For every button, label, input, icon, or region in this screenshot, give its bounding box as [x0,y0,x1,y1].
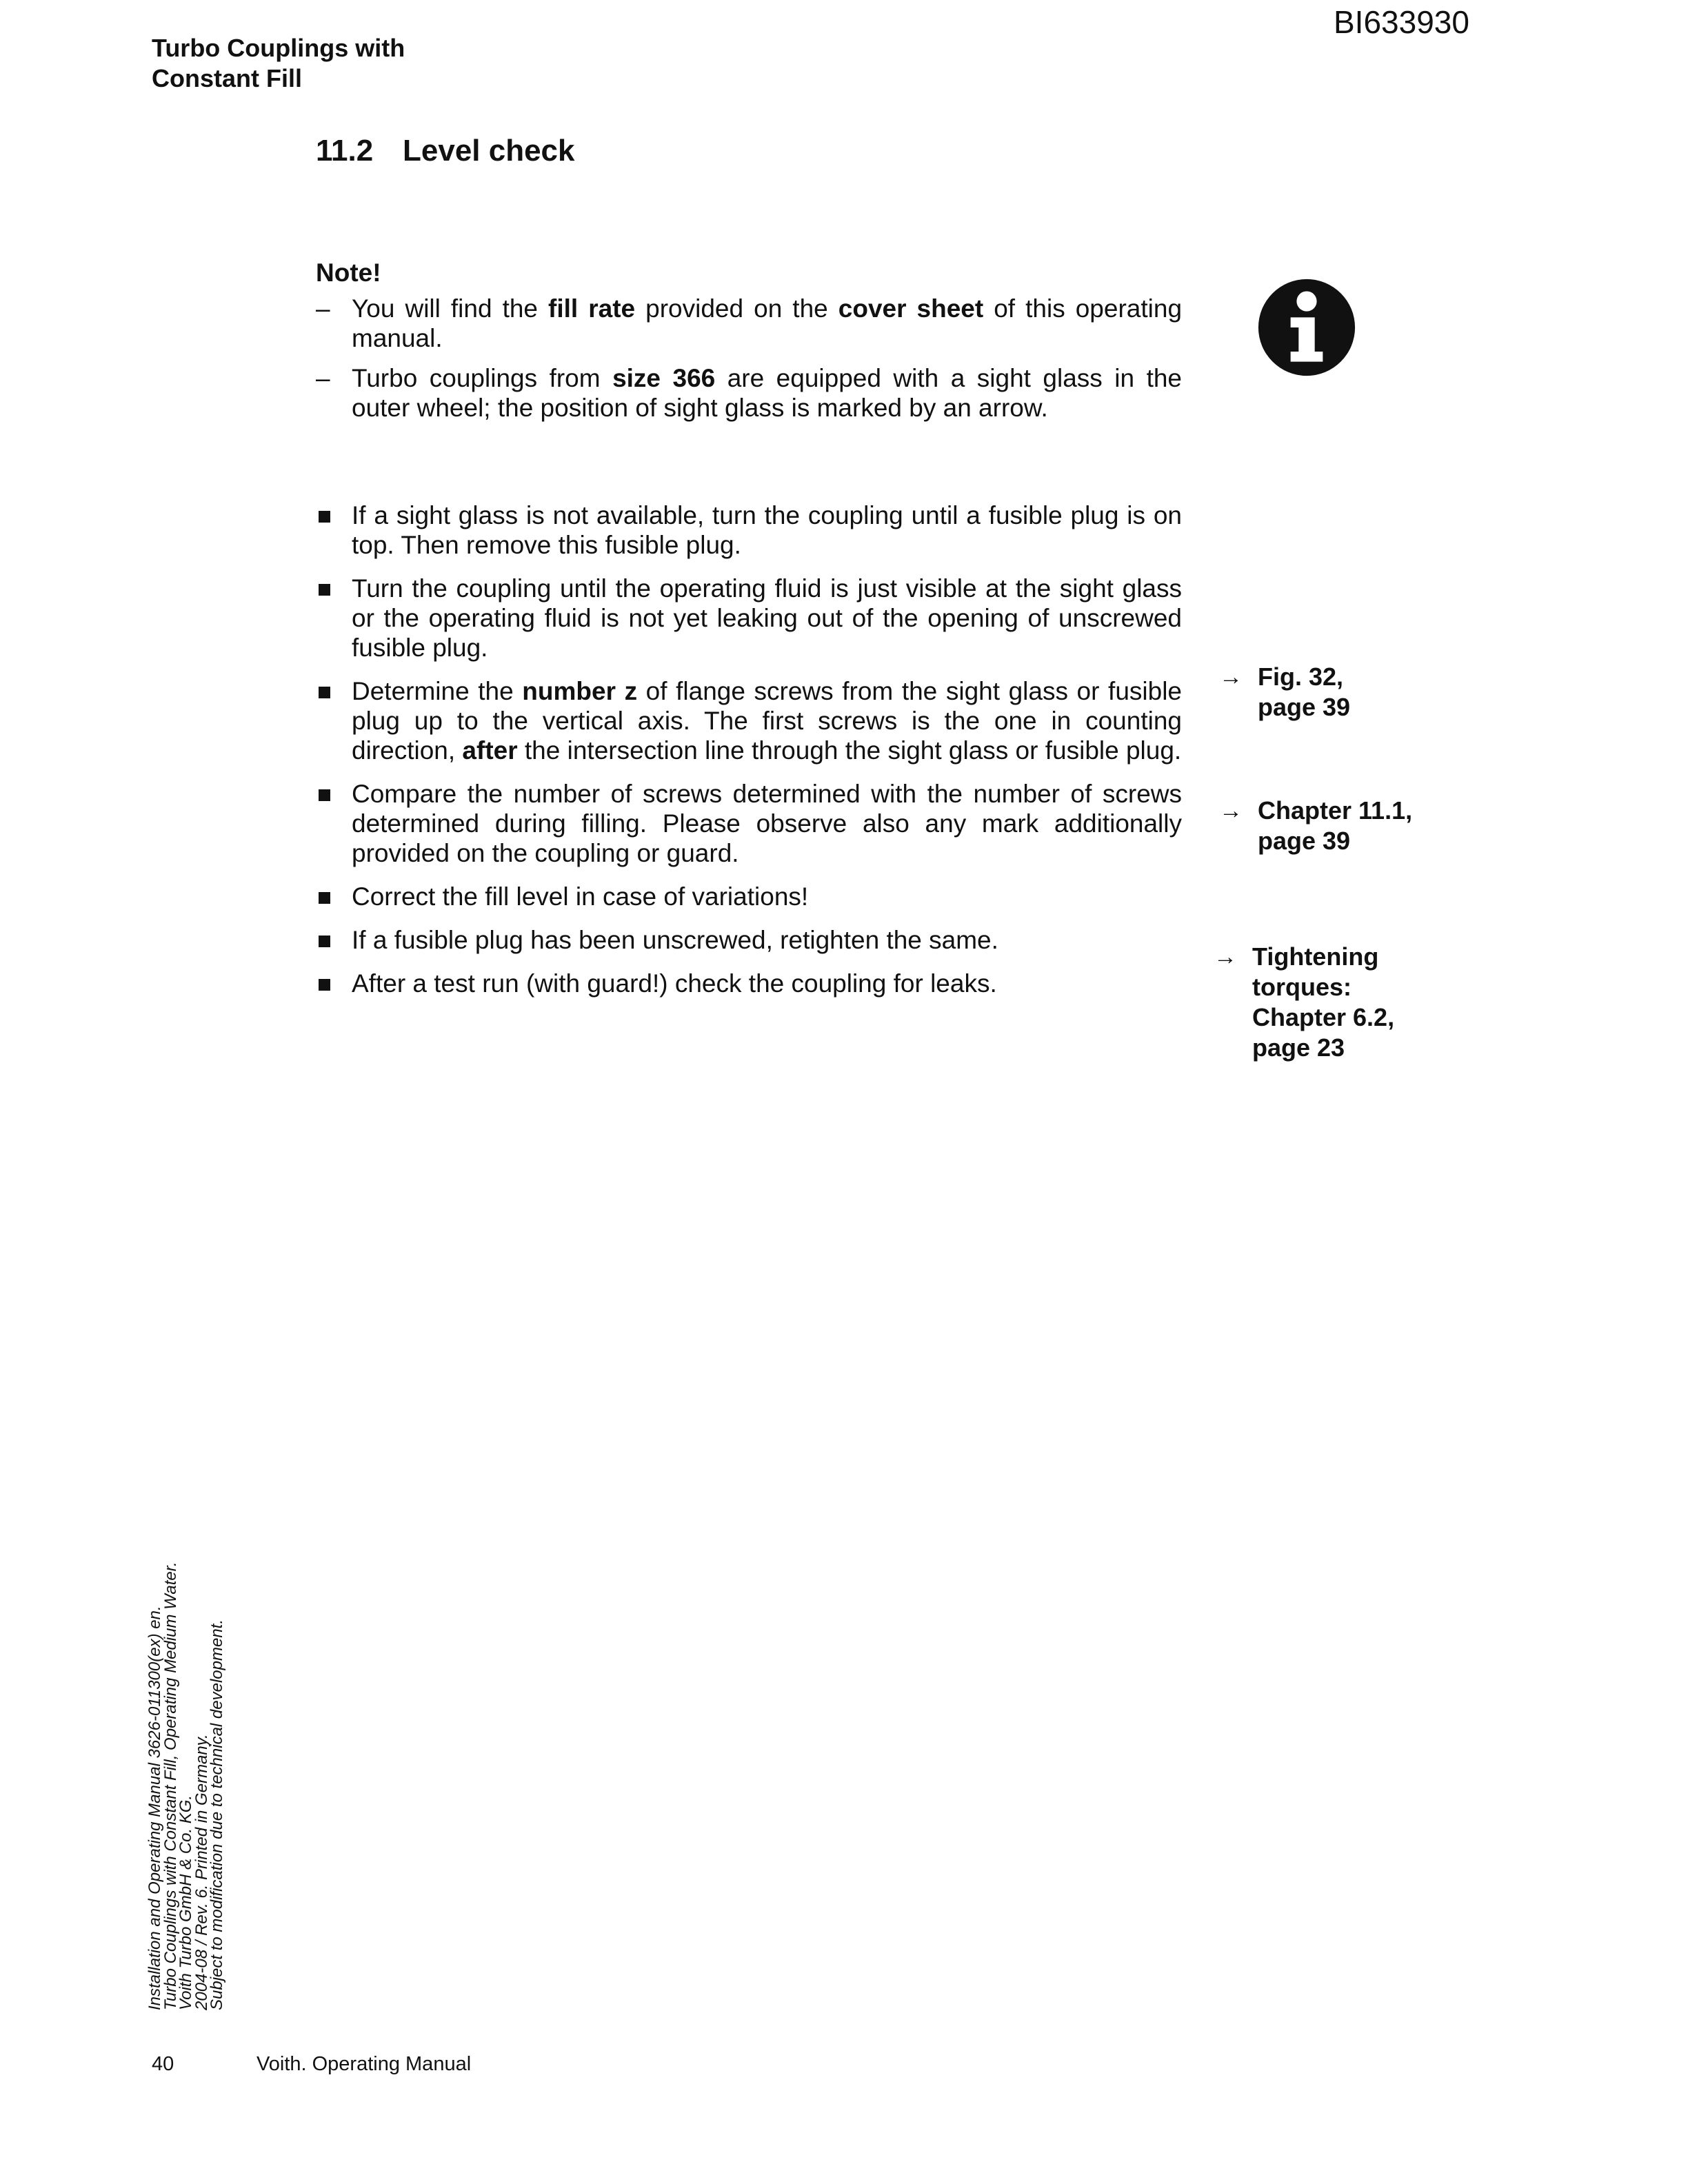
bullet-marker [319,892,330,904]
procedure-step [316,501,1182,560]
step-text: Turn the coupling until the operating fluid is just visible at the sight glass or the operating fluid is not yet leaking out of the opening of unscrewed fusible plug. [352,574,1182,662]
text-run: of this operating manual. [352,294,1183,352]
xref-line: page 23 [1252,1033,1345,1062]
cross-reference-chapter-11-1 [1219,796,1412,856]
text-run: the intersection line through the sight glass or fusible plug. [517,736,1182,765]
xref-line: Chapter 11.1, [1258,796,1413,825]
procedure-step [316,676,1182,765]
section-title: Level check [403,134,575,168]
note-item-text [352,294,1182,352]
section-heading [316,132,575,170]
running-head-line-2: Constant Fill [152,64,302,92]
text-run: of flange screws from the sight glass or fusible plug up to the vertical axis. The first screws is the one in counting direction, [352,677,1183,765]
text-run: are equipped with a sight glass in the outer wheel; the position of sight glass is marked by an arrow. [352,364,1182,422]
imprint-line: Turbo Couplings with Constant Fill, Operating Medium Water. [161,1561,180,2010]
dash-marker: – [316,364,330,392]
section-number: 11.2 [316,134,374,168]
procedure-step [316,882,1182,911]
bold-term: number z [522,677,638,705]
procedure-step [316,969,1182,998]
step-text [352,677,1182,765]
step-text: Correct the fill level in case of variations! [352,882,809,911]
xref-line: page 39 [1258,693,1351,721]
xref-line: Chapter 6.2, [1252,1003,1395,1031]
dash-marker: – [316,294,330,323]
bold-term: fill rate [548,294,636,323]
note-item [316,363,1182,423]
imprint-line: Voith Turbo GmbH & Co. KG. [177,1794,195,2010]
imprint-line: Subject to modification due to technical development. [208,1619,226,2010]
step-text: After a test run (with guard!) check the coupling for leaks. [352,969,997,998]
bullet-marker [319,789,330,801]
imprint-line: 2004-08 / Rev. 6. Printed in Germany. [192,1734,211,2010]
text-run: Turbo couplings from [352,364,613,392]
bullet-marker [319,936,330,947]
text-run: You will find the [352,294,549,323]
xref-line: torques: [1252,973,1352,1001]
bullet-marker [319,584,330,596]
imprint-line: Installation and Operating Manual 3626-011300(ex) en. [145,1606,164,2010]
cross-reference-fig-32 [1219,662,1350,722]
procedure-step [316,574,1182,663]
note-item-text [352,364,1182,422]
xref-line: Tightening [1252,942,1379,971]
document-id: BI633930 [1334,4,1469,40]
note-list [316,294,1182,433]
xref-line: Fig. 32, [1258,663,1344,691]
bold-term: cover sheet [838,294,984,323]
step-text: If a fusible plug has been unscrewed, retighten the same. [352,926,998,954]
arrow-right-icon: → [1214,944,1237,970]
running-head [152,33,405,94]
cross-reference-tightening-torques [1214,942,1394,1063]
step-text: If a sight glass is not available, turn the coupling until a fusible plug is on top. Then remove this fusible plug. [352,501,1182,559]
procedure-list [316,501,1182,1012]
bullet-marker [319,979,330,991]
bold-term: after [462,736,518,765]
vertical-imprint [145,1561,230,2010]
bullet-marker [319,511,330,523]
information-icon [1256,277,1357,378]
text-run: provided on the [635,294,838,323]
arrow-right-icon: → [1219,664,1243,690]
xref-line: page 39 [1258,827,1351,855]
bullet-marker [319,687,330,698]
page-number: 40 [152,2053,174,2075]
text-run: Determine the [352,677,523,705]
arrow-right-icon: → [1219,798,1243,824]
step-text: Compare the number of screws determined with the number of screws determined during filling. Please observe also any mark additionally provided on the coupling or guard. [352,780,1182,867]
note-item [316,294,1182,353]
note-title: Note! [316,259,381,287]
procedure-step [316,779,1182,868]
bold-term: size 366 [612,364,716,392]
running-head-line-1: Turbo Couplings with [152,34,405,62]
procedure-step [316,925,1182,955]
footer-title: Voith. Operating Manual [257,2053,472,2075]
